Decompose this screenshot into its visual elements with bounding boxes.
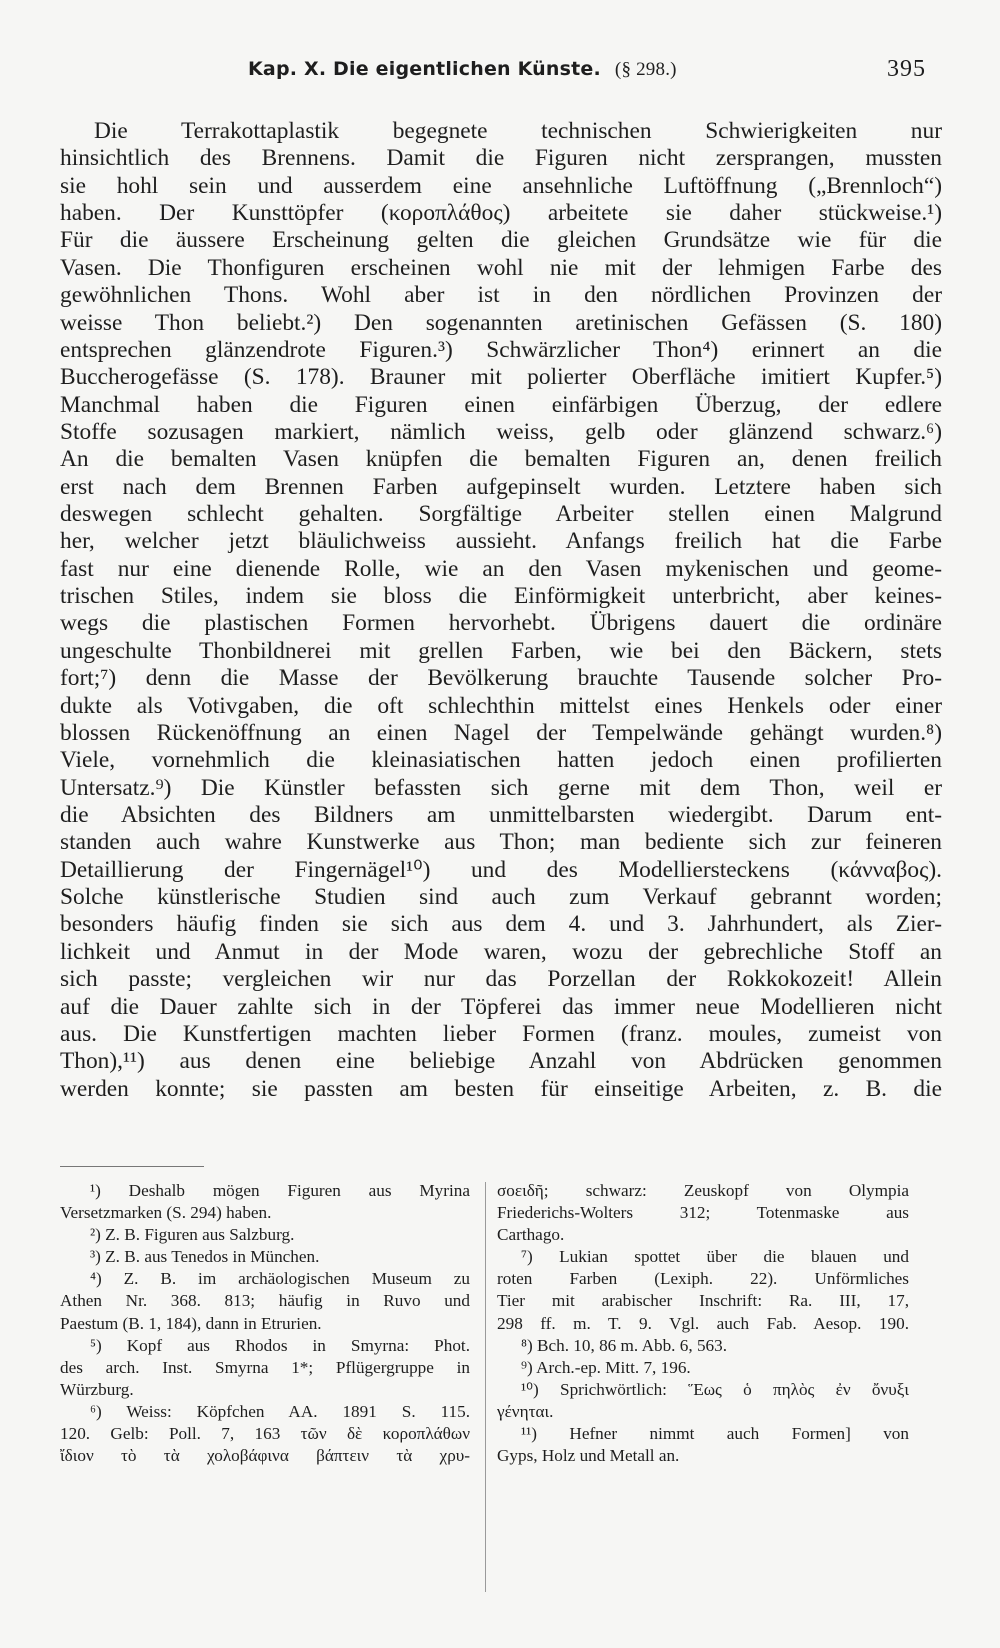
body-line: erst nach dem Brennen Farben aufgepinselt wurden. Letztere haben sich xyxy=(60,473,942,500)
footnote-line: Paestum (B. 1, 184), dann in Etrurien. xyxy=(60,1313,322,1333)
body-line: aus. Die Kunstfertigen machten lieber Formen (franz. moules, zumeist von xyxy=(60,1020,942,1047)
body-line: Manchmal haben die Figuren einen einfärbigen Überzug, der edlere xyxy=(60,391,942,418)
body-line: fort;⁷) denn die Masse der Bevölkerung brauchte Tausende solcher Pro- xyxy=(60,665,942,692)
body-line: deswegen schlecht gehalten. Sorgfältige Arbeiter stellen einen Malgrund xyxy=(60,501,942,528)
body-line: trischen Stiles, indem sie bloss die Einförmigkeit unterbricht, aber keines- xyxy=(60,583,942,610)
body-line: dukte als Votivgaben, die oft schlechthin mittelst eines Henkels oder einer xyxy=(60,692,942,719)
footnote-line: ¹⁰) Sprichwörtlich: Ἕως ὁ πηλὸς ἐν ὄνυξι xyxy=(521,1379,909,1399)
body-line: entsprechen glänzendrote Figuren.³) Schwärzlicher Thon⁴) erinnert an die xyxy=(60,336,942,363)
footnote-line: 298 ff. m. T. 9. Vgl. auch Fab. Aesop. 190. xyxy=(497,1313,909,1333)
chapter-title-text: Kap. X. Die eigentlichen Künste. xyxy=(248,58,601,80)
footnote-line: σοειδῆ; schwarz: Zeuskopf von Olympia xyxy=(497,1181,909,1200)
body-line: lichkeit und Anmut in der Mode waren, wozu der gebrechliche Stoff an xyxy=(60,938,942,965)
body-line: Solche künstlerische Studien sind auch zum Verkauf gebrannt worden; xyxy=(60,884,942,911)
body-line: Viele, vornehmlich die kleinasiatischen hatten jedoch einen profilierten xyxy=(60,747,942,774)
footnote-line: Friederichs-Wolters 312; Totenmaske aus xyxy=(497,1203,909,1223)
footnote-line: ¹¹) Hefner nimmt auch Formen] von xyxy=(521,1424,909,1444)
body-line: Thon),¹¹) aus denen eine beliebige Anzahl von Abdrücken genommen xyxy=(60,1048,942,1075)
body-line: her, welcher jetzt bläulichweiss aussieht. Anfangs freilich hat die Farbe xyxy=(60,528,942,555)
footnote-line: Carthago. xyxy=(497,1225,565,1245)
body-line: Für die äussere Erscheinung gelten die gleichen Grundsätze wie für die xyxy=(60,227,942,254)
body-line: auf die Dauer zahlte sich in der Töpferei das immer neue Modellieren nicht xyxy=(60,993,942,1020)
footnote-line: 120. Gelb: Poll. 7, 163 τῶν δὲ κοροπλάθων xyxy=(60,1424,470,1444)
footnote-column-divider xyxy=(485,1182,486,1592)
running-head xyxy=(60,58,930,88)
body-line: Vasen. Die Thonfiguren erscheinen wohl nie mit der lehmigen Farbe des xyxy=(60,254,942,281)
footnote-line: ²) Z. B. Figuren aus Salzburg. xyxy=(90,1225,295,1245)
body-line: Detaillierung der Fingernägel¹⁰) und des Modelliersteckens (κάνναβος). xyxy=(60,856,942,883)
footnote-line: ³) Z. B. aus Tenedos in München. xyxy=(90,1247,320,1267)
footnote-line: Gyps, Holz und Metall an. xyxy=(497,1446,680,1466)
footnote-line: des arch. Inst. Smyrna 1*; Pflügergruppe in xyxy=(60,1357,470,1377)
footnotes-right-column xyxy=(497,1180,909,1467)
footnote-line: ⁸) Bch. 10, 86 m. Abb. 6, 563. xyxy=(521,1335,728,1355)
body-line: weisse Thon beliebt.²) Den sogenannten aretinischen Gefässen (S. 180) xyxy=(60,309,942,336)
footnote-line: Würzburg. xyxy=(60,1379,134,1399)
body-line: sie hohl sein und ausserdem eine ansehnliche Luftöffnung („Brennloch“) xyxy=(60,172,942,199)
body-line: sich passte; vergleichen wir nur das Porzellan der Rokkokozeit! Allein xyxy=(60,966,942,993)
footnote-line: γένηται. xyxy=(497,1401,554,1421)
body-line: Stoffe sozusagen markiert, nämlich weiss, gelb oder glänzend schwarz.⁶) xyxy=(60,418,942,445)
body-line: ungeschulte Thonbildnerei mit grellen Farben, wie bei den Bäckern, stets xyxy=(60,637,942,664)
footnote-rule xyxy=(60,1166,204,1167)
footnotes-left-column xyxy=(60,1180,470,1467)
body-line: werden konnte; sie passten am besten für einseitige Arbeiten, z. B. die xyxy=(60,1075,942,1102)
section-reference: (§ 298.) xyxy=(614,59,677,80)
body-line: die Absichten des Bildners am unmittelbarsten wiedergibt. Darum ent- xyxy=(60,801,942,828)
body-line: Untersatz.⁹) Die Künstler befassten sich gerne mit dem Thon, weil er xyxy=(60,774,942,801)
footnote-line: ⁵) Kopf aus Rhodos in Smyrna: Phot. xyxy=(90,1335,470,1355)
footnote-line: Tier mit arabischer Inschrift: Ra. III, 17, xyxy=(497,1291,909,1311)
page-number: 395 xyxy=(887,56,926,82)
footnote-line: roten Farben (Lexiph. 22). Unförmliches xyxy=(497,1269,909,1289)
footnote-line: ¹) Deshalb mögen Figuren aus Myrina xyxy=(90,1181,470,1200)
footnote-line: ⁶) Weiss: Köpfchen AA. 1891 S. 115. xyxy=(90,1401,470,1421)
chapter-title xyxy=(248,58,677,81)
body-line: hinsichtlich des Brennens. Damit die Figuren nicht zersprangen, mussten xyxy=(60,145,942,172)
body-line: wegs die plastischen Formen hervorhebt. Übrigens dauert die ordinäre xyxy=(60,610,942,637)
footnote-line: ⁹) Arch.-ep. Mitt. 7, 196. xyxy=(521,1357,691,1377)
body-text xyxy=(60,118,942,1103)
footnote-line: ⁷) Lukian spottet über die blauen und xyxy=(521,1247,909,1267)
body-line: gewöhnlichen Thons. Wohl aber ist in den nördlichen Provinzen der xyxy=(60,282,942,309)
body-line: blossen Rückenöffnung an einen Nagel der Tempelwände gehängt wurden.⁸) xyxy=(60,719,942,746)
body-line: fast nur eine dienende Rolle, wie an den Vasen mykenischen und geome- xyxy=(60,555,942,582)
footnote-line: ⁴) Z. B. im archäologischen Museum zu xyxy=(90,1269,470,1289)
footnote-line: Athen Nr. 368. 813; häufig in Ruvo und xyxy=(60,1291,470,1311)
body-line: Buccherogefässe (S. 178). Brauner mit polierter Oberfläche imitiert Kupfer.⁵) xyxy=(60,364,942,391)
body-line: besonders häufig finden sie sich aus dem 4. und 3. Jahrhundert, als Zier- xyxy=(60,911,942,938)
body-line: haben. Der Kunsttöpfer (κοροπλάθος) arbeitete sie daher stückweise.¹) xyxy=(60,200,942,227)
footnote-line: Versetzmarken (S. 294) haben. xyxy=(60,1203,272,1223)
footnote-line: ἴδιον τὸ τὰ χολοβάφινα βάπτειν τὰ χρυ- xyxy=(60,1446,470,1466)
body-line: Die Terrakottaplastik begegnete technischen Schwierigkeiten nur xyxy=(94,118,942,144)
body-line: standen auch wahre Kunstwerke aus Thon; man bediente sich zur feineren xyxy=(60,829,942,856)
body-line: An die bemalten Vasen knüpfen die bemalten Figuren an, denen freilich xyxy=(60,446,942,473)
